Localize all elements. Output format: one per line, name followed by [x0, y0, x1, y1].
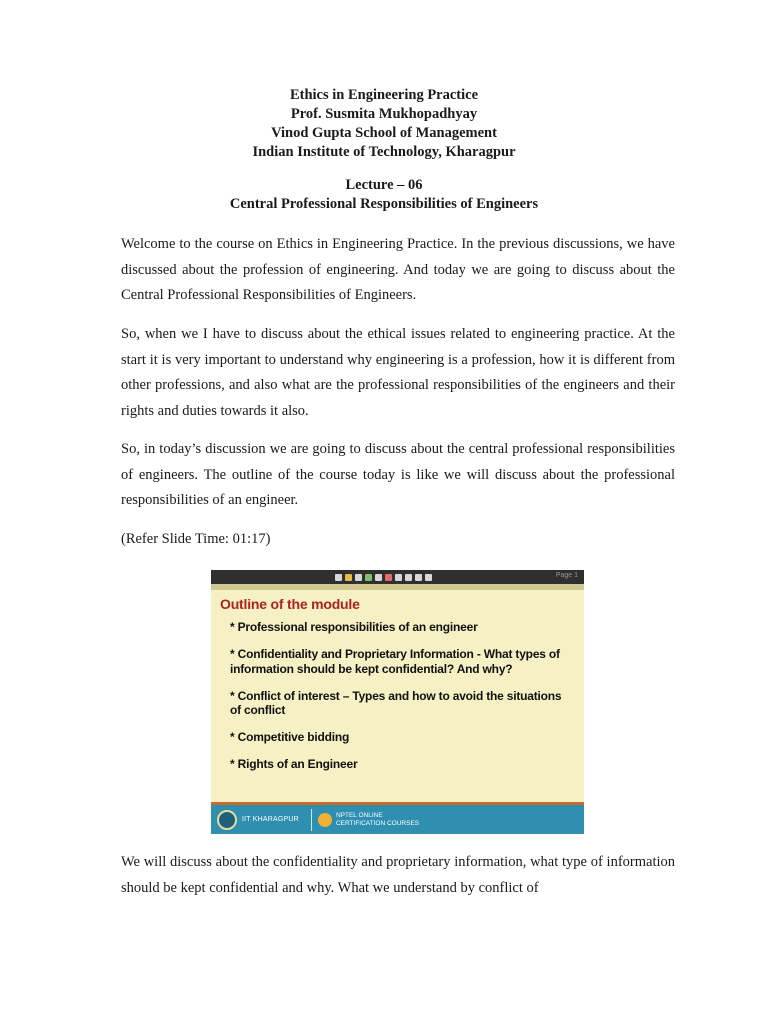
course-title: Ethics in Engineering Practice — [289, 87, 479, 103]
camera-icon — [425, 574, 432, 581]
professor-name: Prof. Susmita Mukhopadhyay — [290, 106, 478, 122]
lecture-title: Central Professional Responsibilities of Engineers — [229, 196, 539, 212]
slide-title: Outline of the module — [220, 596, 360, 612]
slide-bullet: * Conflict of interest – Types and how to avoid the situations of conflict — [230, 688, 562, 717]
slide-footer — [211, 802, 584, 834]
footer-divider — [311, 809, 312, 831]
lecture-slide-image — [211, 570, 584, 834]
document-header — [0, 86, 768, 214]
slide-bullet: * Professional responsibilities of an engineer — [230, 620, 478, 634]
play-icon — [335, 574, 342, 581]
school-name: Vinod Gupta School of Management — [271, 125, 497, 141]
pen-icon — [355, 574, 362, 581]
nptel-line-1: NPTEL ONLINE — [335, 811, 383, 819]
pointer-icon — [345, 574, 352, 581]
lecture-number: Lecture – 06 — [345, 177, 423, 193]
slide-bullet: * Confidentiality and Proprietary Information - What types of information should be kept confidential? And why? — [230, 647, 560, 676]
undo-icon — [415, 574, 422, 581]
eraser-icon — [375, 574, 382, 581]
footer-institute: IIT KHARAGPUR — [242, 816, 299, 823]
footer-nptel-text — [336, 812, 419, 828]
paragraph-outline: So, in today’s discussion we are going to discuss about the central professional responsibilities of engineers. The outline of the course today is like we will discuss about the professional responsibilities of an engineer. — [121, 441, 675, 508]
slide-bullet: * Rights of an Engineer — [230, 757, 358, 771]
slide-header-stripe — [211, 584, 584, 590]
paragraph-ethics: So, when we I have to discuss about the ethical issues related to engineering practice. At the start it is very important to understand why engineering is a profession, how it is different from other professions, and also what are the professional responsibilities of the engineers and their rights and duties towards it also. — [121, 326, 675, 419]
slide-bullet-list — [230, 620, 570, 784]
iit-logo-icon — [217, 810, 237, 830]
paragraph-intro: Welcome to the course on Ethics in Engineering Practice. In the previous discussions, we have discussed about the profession of engineering. And today we are going to discuss about the Central Professional Responsibilities of Engineers. — [121, 236, 675, 303]
paragraph-closing: We will discuss about the confidentiality and proprietary information, what type of information should be kept confidential and why. What we understand by conflict of — [121, 854, 675, 896]
shape-icon — [405, 574, 412, 581]
marker-icon — [385, 574, 392, 581]
institute-name: Indian Institute of Technology, Kharagpur — [252, 144, 516, 160]
refer-slide-time: (Refer Slide Time: 01:17) — [121, 531, 271, 547]
nptel-line-2: CERTIFICATION COURSES — [335, 819, 420, 827]
slide-page-label: Page 1 — [555, 572, 578, 579]
nptel-logo-icon — [318, 813, 332, 827]
slide-bullet: * Competitive bidding — [230, 730, 350, 744]
slide-toolbar-icons — [335, 572, 432, 582]
slide-toolbar-bar — [211, 570, 584, 584]
highlighter-icon — [365, 574, 372, 581]
text-icon — [395, 574, 402, 581]
